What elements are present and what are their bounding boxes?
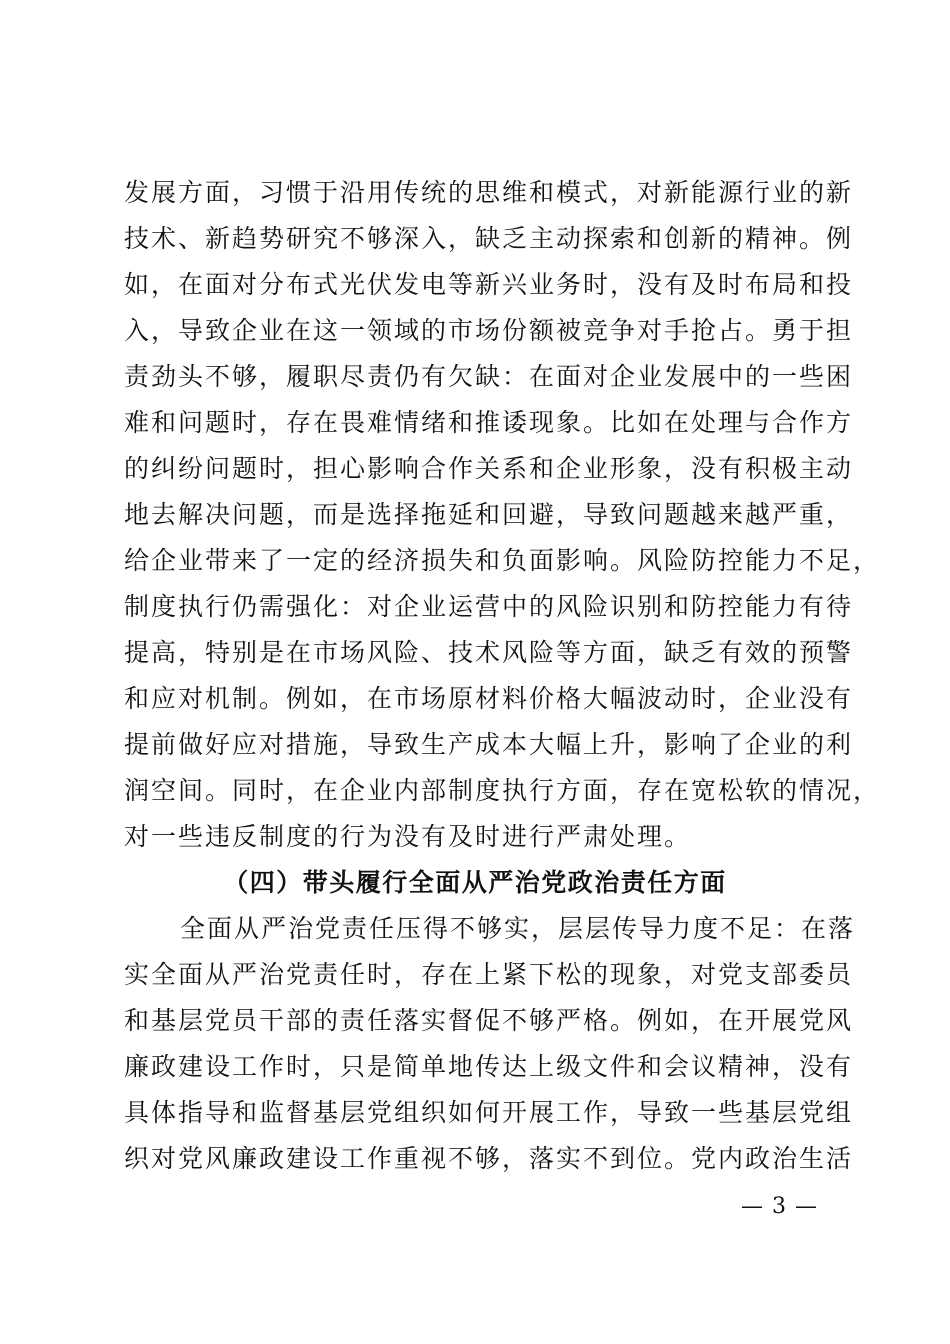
body-line-13: 提前做好应对措施，导致生产成本大幅上升，影响了企业的利 — [124, 730, 854, 759]
body-line-5: 责劲头不够，履职尽责仍有欠缺：在面对企业发展中的一些困 — [124, 362, 854, 391]
body-line-9: 给企业带来了一定的经济损失和负面影响。风险防控能力不足， — [124, 546, 881, 575]
body-line-7: 的纠纷问题时，担心影响合作关系和企业形象，没有积极主动 — [124, 454, 854, 483]
section-line-4: 廉政建设工作时，只是简单地传达上级文件和会议精神，没有 — [124, 1052, 854, 1081]
body-line-15: 对一些违反制度的行为没有及时进行严肃处理。 — [124, 822, 692, 851]
body-line-14: 润空间。同时，在企业内部制度执行方面，存在宽松软的情况， — [124, 776, 881, 805]
section-line-1: 全面从严治党责任压得不够实，层层传导力度不足：在落 — [180, 914, 856, 943]
section-heading: （四）带头履行全面从严治党政治责任方面 — [223, 868, 727, 897]
section-line-3: 和基层党员干部的责任落实督促不够严格。例如，在开展党风 — [124, 1006, 854, 1035]
body-line-10: 制度执行仍需强化：对企业运营中的风险识别和防控能力有待 — [124, 592, 854, 621]
page-number: — 3 — — [741, 1194, 818, 1219]
section-line-6: 织对党风廉政建设工作重视不够，落实不到位。党内政治生活 — [124, 1144, 854, 1173]
section-line-5: 具体指导和监督基层党组织如何开展工作，导致一些基层党组 — [124, 1098, 854, 1127]
body-line-3: 如，在面对分布式光伏发电等新兴业务时，没有及时布局和投 — [124, 270, 854, 299]
body-line-4: 入，导致企业在这一领域的市场份额被竞争对手抢占。勇于担 — [124, 316, 854, 345]
body-line-6: 难和问题时，存在畏难情绪和推诿现象。比如在处理与合作方 — [124, 408, 854, 437]
body-line-12: 和应对机制。例如，在市场原材料价格大幅波动时，企业没有 — [124, 684, 854, 713]
body-line-1: 发展方面，习惯于沿用传统的思维和模式，对新能源行业的新 — [124, 178, 854, 207]
section-line-2: 实全面从严治党责任时，存在上紧下松的现象，对党支部委员 — [124, 960, 854, 989]
body-line-11: 提高，特别是在市场风险、技术风险等方面，缺乏有效的预警 — [124, 638, 854, 667]
body-line-8: 地去解决问题，而是选择拖延和回避，导致问题越来越严重， — [124, 500, 854, 529]
body-line-2: 技术、新趋势研究不够深入，缺乏主动探索和创新的精神。例 — [124, 224, 854, 253]
